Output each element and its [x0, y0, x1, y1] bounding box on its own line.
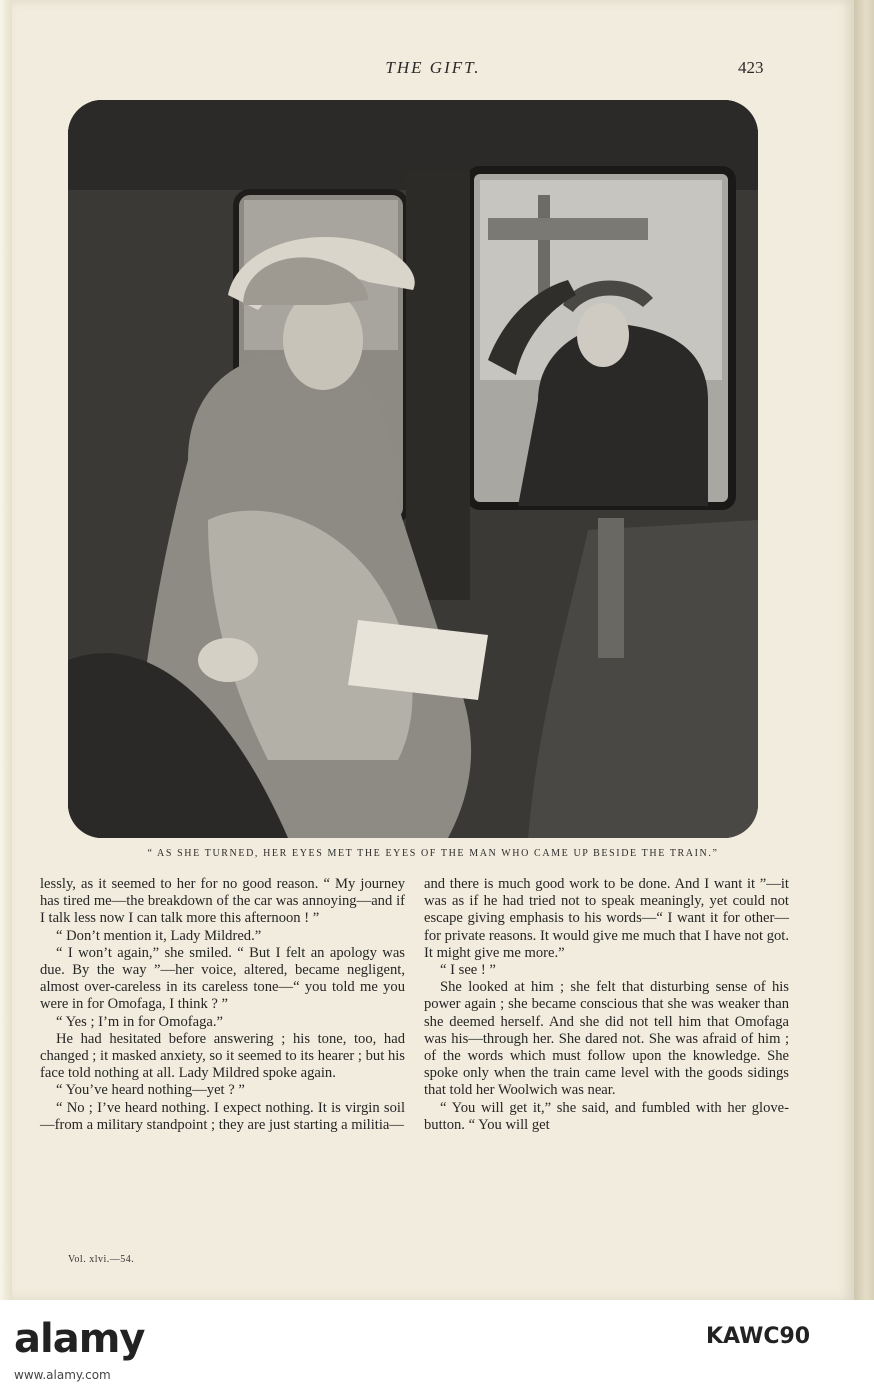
left-page-edge	[0, 0, 12, 1300]
paragraph: lessly, as it seemed to her for no good reason. “ My journey has tired me—the breakdown of the car was annoying—and if I talk less now I can talk more this afternoon ! ”	[40, 876, 405, 927]
watermark-url: www.alamy.com	[14, 1368, 111, 1382]
paragraph: “ I see ! ”	[440, 962, 496, 979]
image-id: KAWC90	[706, 1324, 811, 1349]
paragraph: “ I won’t again,” she smiled. “ But I felt an apology was due. By the way ”—her voice, altered, became negligent, almost over-careless in its careless tone—“ you told me you were in for Omofaga, I think ? ”	[40, 944, 405, 1013]
illustration-caption: “ AS SHE TURNED, HER EYES MET THE EYES OF THE MAN WHO CAME UP BESIDE THE TRAIN.”	[147, 848, 719, 859]
illustration	[68, 100, 758, 838]
paragraph: She looked at him ; she felt that disturbing sense of his power again ; she became conscious that she was weaker than she deemed herself. And she did not tell him that Omofaga was his—through her. She dared not. She was afraid of him ; of the words which must follow upon the knowledge. She spoke only when the train came level with the goods sidings that told her Woolwich was near.	[424, 979, 789, 1099]
volume-footnote: Vol. xlvi.—54.	[68, 1254, 135, 1265]
paragraph: and there is much good work to be done. And I want it ”—it was as if he had tried not to speak meaningly, yet could not escape giving emphasis to his words—“ I want it for other—for private reasons. It would give me much that I have not got. It might give me more.”	[424, 876, 789, 961]
illustration-drawing	[68, 100, 758, 838]
running-head: THE GIFT.	[385, 58, 481, 77]
paragraph: He had hesitated before answering ; his tone, too, had changed ; it masked anxiety, so it seemed to its hearer ; but his face told nothing at all. Lady Mildred spoke again.	[40, 1030, 405, 1082]
text-column-right	[424, 876, 789, 1134]
paragraph: “ No ; I’ve heard nothing. I expect nothing. It is virgin soil—from a military standpoint ; they are just starting a militia—	[40, 1099, 405, 1133]
page-number: 423	[738, 58, 764, 77]
book-spine	[854, 0, 874, 1300]
alamy-logo: alamy	[14, 1316, 145, 1362]
paragraph: “ You’ve heard nothing—yet ? ”	[56, 1082, 245, 1099]
paragraph: “ Yes ; I’m in for Omofaga.”	[56, 1013, 223, 1030]
paragraph: “ You will get it,” she said, and fumbled with her glove-button. “ You will get	[424, 1099, 789, 1133]
paragraph: “ Don’t mention it, Lady Mildred.”	[56, 927, 262, 944]
book-page	[12, 0, 854, 1300]
text-column-left	[40, 876, 405, 1134]
